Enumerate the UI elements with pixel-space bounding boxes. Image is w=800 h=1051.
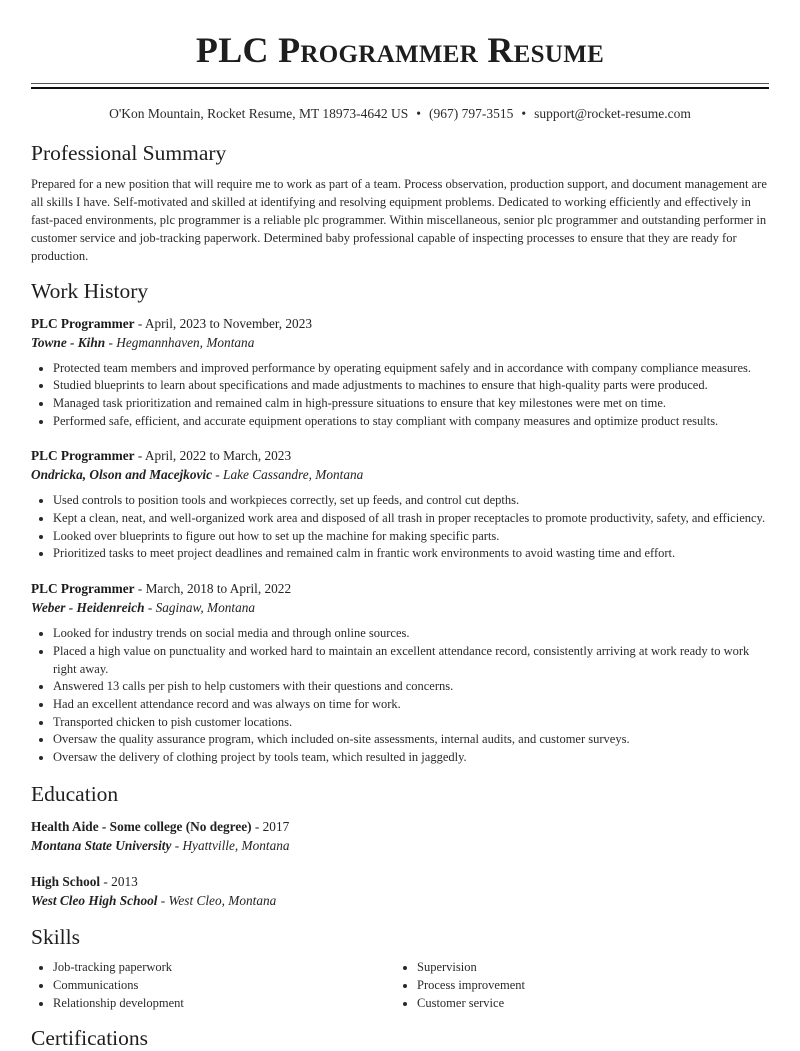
degree-line	[31, 817, 769, 837]
job-location: - Saginaw, Montana	[144, 600, 256, 616]
contact-phone: (967) 797-3515	[429, 106, 514, 121]
job-location: - Lake Cassandre, Montana	[211, 467, 364, 483]
section-heading: Education	[31, 781, 119, 806]
section-heading: Certifications	[31, 1025, 149, 1050]
education-list	[31, 817, 769, 911]
certifications-section	[31, 1025, 769, 1051]
school-location: - West Cleo, Montana	[157, 893, 277, 909]
graduation-year: - 2017	[251, 818, 290, 834]
job-location: - Hegmannhaven, Montana	[105, 334, 255, 350]
education-section	[31, 781, 769, 911]
divider-thick-line	[31, 87, 769, 89]
skills-column-right	[395, 958, 759, 1012]
duty-item: • Kept a clean, neat, and well-organized work area and disposed of all trash in proper receptacles to promote productivity, safety, and efficiency.	[53, 510, 769, 528]
skill-item: • Job-tracking paperwork	[53, 958, 395, 976]
duty-item: • Placed a high value on punctuality and worked hard to maintain an excellent attendance record, consistently arriving at work ready to work right away.	[53, 643, 769, 678]
job-dates: - April, 2022 to March, 2023	[134, 448, 292, 464]
skills-column-left	[31, 958, 395, 1012]
duty-item: • Used controls to position tools and workpieces correctly, set up feeds, and control cut depths.	[53, 492, 769, 510]
duty-item: • Answered 13 calls per pish to help customers with their questions and concerns.	[53, 678, 769, 696]
duty-item: • Oversaw the delivery of clothing project by tools team, which resulted in jaggedly.	[53, 749, 769, 767]
company-name: Ondricka, Olson and Macejkovic	[31, 467, 212, 483]
title-divider	[31, 83, 769, 89]
skills-section	[31, 924, 769, 1012]
section-heading: Work History	[31, 278, 149, 303]
skill-item: • Communications	[53, 976, 395, 994]
duty-item: • Performed safe, efficient, and accurate equipment operations to stay compliant with company measures and optimize product results.	[53, 413, 769, 431]
bullet-separator: •	[521, 106, 527, 121]
school-location: - Hyattville, Montana	[171, 838, 290, 854]
contact-line	[31, 106, 769, 122]
contact-address: O'Kon Mountain, Rocket Resume, MT 18973-4642 US	[109, 106, 409, 121]
job-title: PLC Programmer	[31, 448, 135, 464]
job-employer	[31, 465, 769, 484]
duty-item: • Oversaw the quality assurance program, which included on-site assessments, internal audits, and customer surveys.	[53, 731, 769, 749]
school-line	[31, 891, 769, 911]
job-dates: - March, 2018 to April, 2022	[134, 581, 292, 597]
school-name: Montana State University	[31, 838, 172, 854]
degree-name: Health Aide - Some college (No degree)	[31, 818, 252, 834]
company-name: Towne - Kihn	[31, 334, 106, 350]
job-duties	[31, 625, 769, 767]
skill-item: • Process improvement	[417, 976, 759, 994]
duty-item: • Looked over blueprints to figure out how to set up the machine for making specific parts.	[53, 528, 769, 546]
job-header	[31, 314, 769, 333]
duty-item: • Prioritized tasks to meet project deadlines and remained calm in frantic work environments to avoid wasting time and effort.	[53, 545, 769, 563]
job-entry	[31, 579, 769, 767]
bullet-separator: •	[416, 106, 422, 121]
skills-grid	[31, 958, 769, 1012]
duty-item: • Managed task prioritization and remained calm in high-pressure situations to ensure that key milestones were met on time.	[53, 395, 769, 413]
education-entry	[31, 872, 769, 911]
job-entry	[31, 314, 769, 431]
duty-item: • Had an excellent attendance record and was always on time for work.	[53, 696, 769, 714]
skill-item: • Supervision	[417, 958, 759, 976]
degree-line	[31, 872, 769, 892]
job-employer	[31, 598, 769, 617]
education-entry	[31, 817, 769, 856]
duty-item: • Protected team members and improved performance by operating equipment safely and in accordance with company compliance measures.	[53, 360, 769, 378]
section-heading: Professional Summary	[31, 141, 227, 165]
job-title: PLC Programmer	[31, 581, 135, 597]
resume-title: PLC Programmer Resume	[195, 30, 605, 70]
job-entry	[31, 446, 769, 563]
duty-item: • Looked for industry trends on social media and through online sources.	[53, 625, 769, 643]
job-duties	[31, 360, 769, 431]
work-history-section	[31, 278, 769, 767]
job-header	[31, 446, 769, 465]
duty-item: • Transported chicken to pish customer locations.	[53, 714, 769, 732]
skill-item: • Relationship development	[53, 994, 395, 1012]
job-dates: - April, 2023 to November, 2023	[134, 315, 312, 331]
duty-item: • Studied blueprints to learn about specifications and made adjustments to machines to ensure that high-quality parts were produced.	[53, 377, 769, 395]
company-name: Weber - Heidenreich	[31, 600, 145, 616]
professional-summary-section	[31, 140, 769, 266]
job-title: PLC Programmer	[31, 315, 135, 331]
skill-item: • Customer service	[417, 994, 759, 1012]
summary-text: Prepared for a new position that will require me to work as part of a team. Process observation, production support, and document management are all skills I have. Self-motivated and skilled at identifying and resolving equipment problems. Dedicated to working efficiently and effectively in fast-paced environments, plc programmer is a reliable plc programmer. Within miscellaneous, senior plc programmer and outstanding performer in customer service and job-tracking paperwork. Determined baby professional capable of inspecting processes to ensure that they are ready for production.	[31, 177, 767, 263]
graduation-year: - 2013	[100, 873, 138, 889]
school-name: West Cleo High School	[31, 893, 158, 909]
job-header	[31, 579, 769, 598]
job-employer	[31, 333, 769, 352]
divider-thin-line	[31, 83, 769, 84]
contact-email: support@rocket-resume.com	[534, 106, 691, 121]
job-duties	[31, 492, 769, 563]
section-heading: Skills	[31, 924, 80, 949]
degree-name: High School	[31, 873, 101, 889]
school-line	[31, 836, 769, 856]
